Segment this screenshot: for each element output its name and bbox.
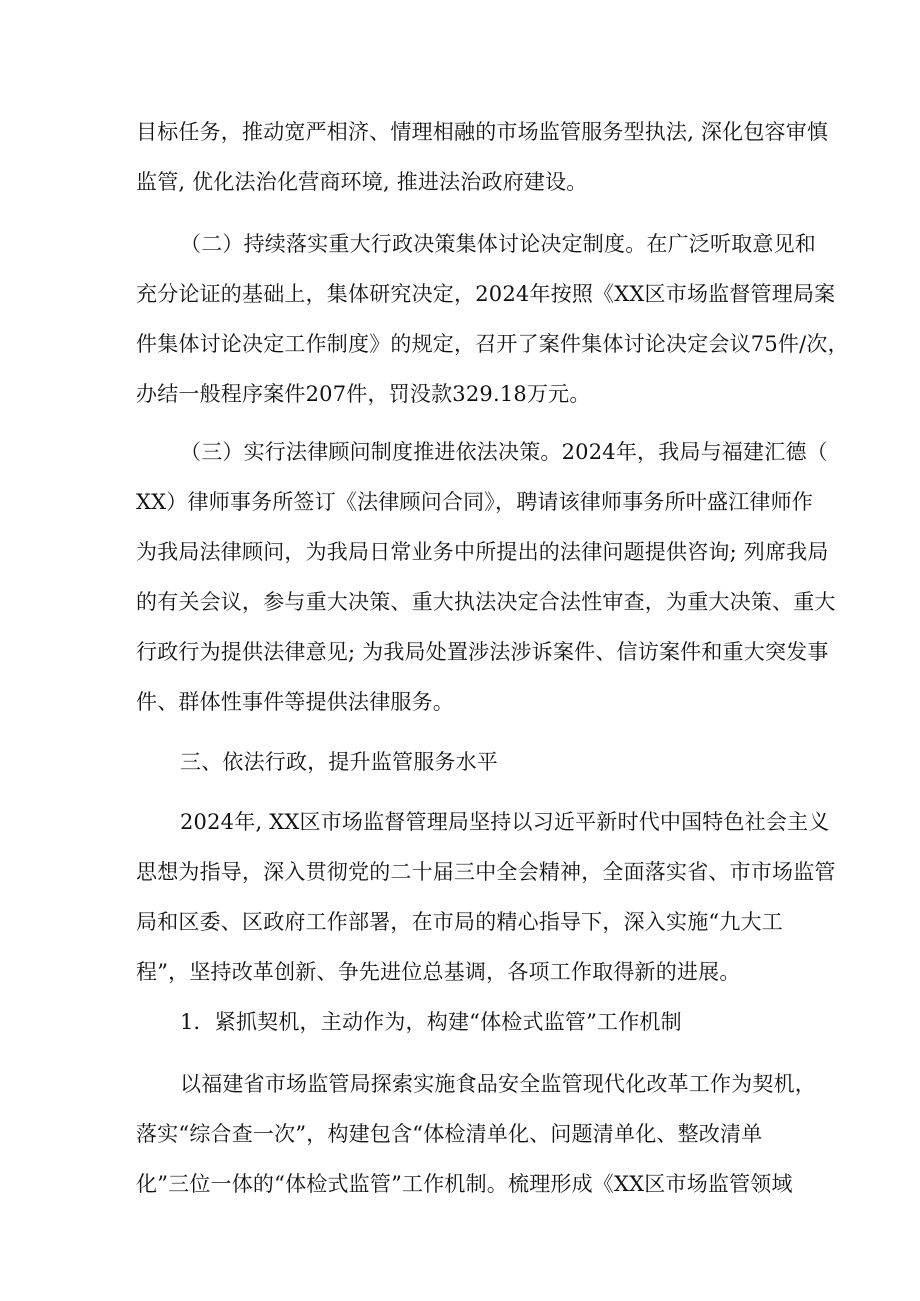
text-line: （三）实行法律顾问制度推进依法决策。2024年，我局与福建汇德（ (180, 440, 828, 464)
text-line: 化”三位一体的“体检式监管”工作机制。梳理形成《XX区市场监管领域 (136, 1172, 793, 1196)
text-line: 以福建省市场监管局探索实施食品安全监管现代化改革工作为契机， (180, 1072, 816, 1096)
text-line: 目标任务，推动宽严相济、情理相融的市场监管服务型执法, 深化包容审慎 (136, 120, 829, 144)
subsection-heading: 1．紧抓契机，主动作为，构建“体检式监管”工作机制 (180, 1010, 682, 1034)
text-line: 的有关会议，参与重大决策、重大执法决定合法性审查，为重大决策、重大 (136, 590, 836, 614)
text-line: XX）律师事务所签订《法律顾问合同》，聘请该律师事务所叶盛江律师作 (136, 490, 813, 514)
text-line: 落实“综合查一次”，构建包含“体检清单化、问题清单化、整改清单 (136, 1122, 763, 1146)
text-line: 2024年, XX区市场监督管理局坚持以习近平新时代中国特色社会主义 (180, 810, 830, 834)
text-line: 局和区委、区政府工作部署，在市局的精心指导下，深入实施“九大工 (136, 910, 783, 934)
text-line: 程”，坚持改革创新、争先进位总基调，各项工作取得新的进展。 (136, 960, 741, 984)
text-line: 充分论证的基础上，集体研究决定，2024年按照《XX区市场监督管理局案 (136, 282, 836, 306)
text-line: 为我局法律顾问，为我局日常业务中所提出的法律问题提供咨询; 列席我局 (136, 540, 829, 564)
text-line: 办结一般程序案件207件，罚没款329.18万元。 (136, 382, 591, 406)
text-line: 行政行为提供法律意见; 为我局处置涉法涉诉案件、信访案件和重大突发事 (136, 640, 829, 664)
text-line: 件集体讨论决定工作制度》的规定，召开了案件集体讨论决定会议75件/次， (136, 332, 849, 356)
text-line: 监管, 优化法治化营商环境, 推进法治政府建设。 (136, 170, 588, 194)
section-heading: 三、依法行政，提升监管服务水平 (180, 750, 498, 774)
text-line: （二）持续落实重大行政决策集体讨论决定制度。在广泛听取意见和 (180, 232, 816, 256)
text-line: 件、群体性事件等提供法律服务。 (136, 690, 454, 714)
text-line: 思想为指导，深入贯彻党的二十届三中全会精神，全面落实省、市市场监管 (136, 860, 836, 884)
